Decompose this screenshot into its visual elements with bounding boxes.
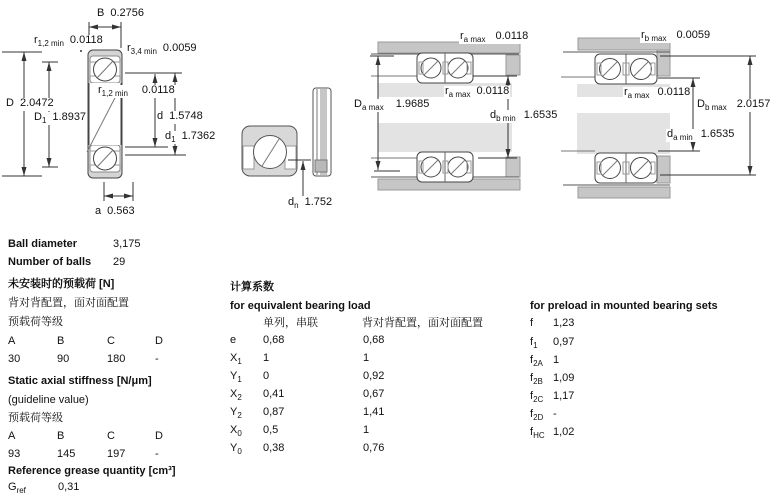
calc-factors-title: 计算系数	[230, 281, 274, 293]
dim-label-a: a 0.563	[95, 205, 135, 217]
dim-label-D: D 2.0472	[6, 97, 54, 109]
calc-row-v1: 0,41	[263, 388, 285, 400]
preload-header-a: A	[8, 335, 16, 347]
dim-label-dn: $d_n$ 1.752	[288, 196, 333, 210]
number-of-balls-label: Number of balls	[8, 256, 92, 268]
calc-row-v2: 1	[363, 424, 370, 436]
dim-label-da-min: $d_{a min}$ 1.6535	[667, 128, 735, 142]
drawing-bearing-front-view	[242, 88, 331, 196]
preload-class-label: 预载荷等级	[8, 316, 63, 328]
preload-factor-value: -	[553, 408, 557, 420]
stiffness-value-a: 93	[8, 448, 21, 460]
preload-factor-value: 1	[553, 354, 560, 366]
stiffness-header-c: C	[107, 430, 115, 442]
grease-value: 0,31	[58, 481, 80, 493]
preload-factor-value: 1,02	[553, 426, 575, 438]
calc-row-v2: 1	[363, 352, 370, 364]
calc-row-v1: 0,87	[263, 406, 285, 418]
preload-header-b: B	[57, 335, 65, 347]
stiffness-class-label: 预载荷等级	[8, 412, 63, 424]
stiffness-value-b: 145	[57, 448, 76, 460]
dim-label-d: d 1.5748	[157, 110, 203, 122]
number-of-balls-value: 29	[113, 256, 126, 268]
calc-row-sym: $Y_1$	[230, 370, 242, 384]
dim-label-d1: $d_1$ 1.7362	[165, 130, 216, 144]
dim-label-B: B 0.2756	[97, 7, 144, 19]
calc-row-sym: $X_1$	[230, 352, 242, 366]
preload-factor-sym: $f_{2B}$	[530, 372, 543, 386]
ball-diameter-value: 3,175	[113, 238, 141, 250]
calc-row-v1: 0,5	[263, 424, 279, 436]
grease-title: Reference grease quantity [cm³]	[8, 465, 176, 477]
stiffness-value-d: -	[155, 448, 159, 460]
dim-label-ra-inner3: $r_{a max}$ 0.0118	[445, 85, 510, 99]
grease-symbol: $G_{ref}$	[8, 481, 26, 495]
stiffness-subtitle: (guideline value)	[8, 394, 89, 406]
calc-row-v2: 0,76	[363, 442, 385, 454]
dim-label-r12-top: $r_{1,2 min}$ 0.0118	[34, 34, 103, 48]
preload-value-a: 30	[8, 353, 21, 365]
calc-row-v1: 1	[263, 352, 270, 364]
preload-factor-sym: $f_{HC}$	[530, 426, 545, 440]
stiffness-header-b: B	[57, 430, 65, 442]
calc-row-v2: 1,41	[363, 406, 385, 418]
dim-label-rb-top: $r_{b max}$ 0.0059	[641, 29, 711, 43]
preload-factor-value: 1,23	[553, 317, 575, 329]
calc-row-sym: $X_0$	[230, 424, 242, 438]
calc-row-v1: 0	[263, 370, 270, 382]
preload-factors-title: for preload in mounted bearing sets	[530, 300, 718, 312]
ball-diameter-label: Ball diameter	[8, 238, 78, 250]
calc-col1-header: 单列，串联	[263, 317, 318, 329]
drawing-mounted-set-shaft	[561, 38, 756, 198]
dim-label-db-min: $d_{b min}$ 1.6535	[490, 109, 558, 123]
calc-row-sym: $Y_0$	[230, 442, 242, 456]
dim-label-D1: $D_1$ 1.8937	[34, 111, 87, 125]
calc-factors-subtitle: for equivalent bearing load	[230, 300, 371, 312]
stiffness-header-a: A	[8, 430, 16, 442]
preload-factor-sym: $f_{2C}$	[530, 390, 544, 404]
preload-unmounted-subtitle: 背对背配置，面对面配置	[8, 297, 129, 309]
preload-value-d: -	[155, 353, 159, 365]
dim-label-ra-inner4: $r_{a max}$ 0.0118	[624, 86, 691, 100]
preload-factor-sym: $f_{2A}$	[530, 354, 543, 368]
preload-factor-sym: $f_{2D}$	[530, 408, 544, 422]
calc-col2-header: 背对背配置，面对面配置	[362, 317, 483, 329]
preload-factor-sym: f	[530, 317, 534, 329]
dim-label-Da-max: $D_{a max}$ 1.9685	[354, 98, 430, 112]
calc-row-v2: 0,68	[363, 334, 385, 346]
calc-row-v1: 0,68	[263, 334, 285, 346]
preload-unmounted-title: 未安装时的预载荷 [N]	[8, 278, 115, 290]
stiffness-value-c: 197	[107, 448, 126, 460]
preload-factor-value: 1,09	[553, 372, 575, 384]
calc-row-sym: e	[230, 334, 237, 346]
dim-label-ra-top: $r_{a max}$ 0.0118	[460, 30, 529, 44]
preload-header-c: C	[107, 335, 115, 347]
dim-label-Db-max: $D_{b max}$ 2.0157	[697, 98, 771, 112]
stiffness-title: Static axial stiffness [N/μm]	[8, 375, 152, 387]
preload-factor-value: 0,97	[553, 336, 575, 348]
calc-row-sym: $X_2$	[230, 388, 242, 402]
preload-factor-sym: $f_1$	[530, 336, 538, 350]
preload-factor-value: 1,17	[553, 390, 575, 402]
stiffness-header-d: D	[155, 430, 163, 442]
dim-label-r34: $r_{3,4 min}$ 0.0059	[127, 42, 197, 56]
dim-label-r12-inner: $r_{1,2 min}$ 0.0118	[98, 84, 175, 98]
calc-row-v1: 0,38	[263, 442, 285, 454]
calc-row-v2: 0,67	[363, 388, 385, 400]
calc-row-sym: $Y_2$	[230, 406, 242, 420]
calc-row-v2: 0,92	[363, 370, 385, 382]
preload-value-b: 90	[57, 353, 70, 365]
preload-header-d: D	[155, 335, 163, 347]
preload-value-c: 180	[107, 353, 126, 365]
